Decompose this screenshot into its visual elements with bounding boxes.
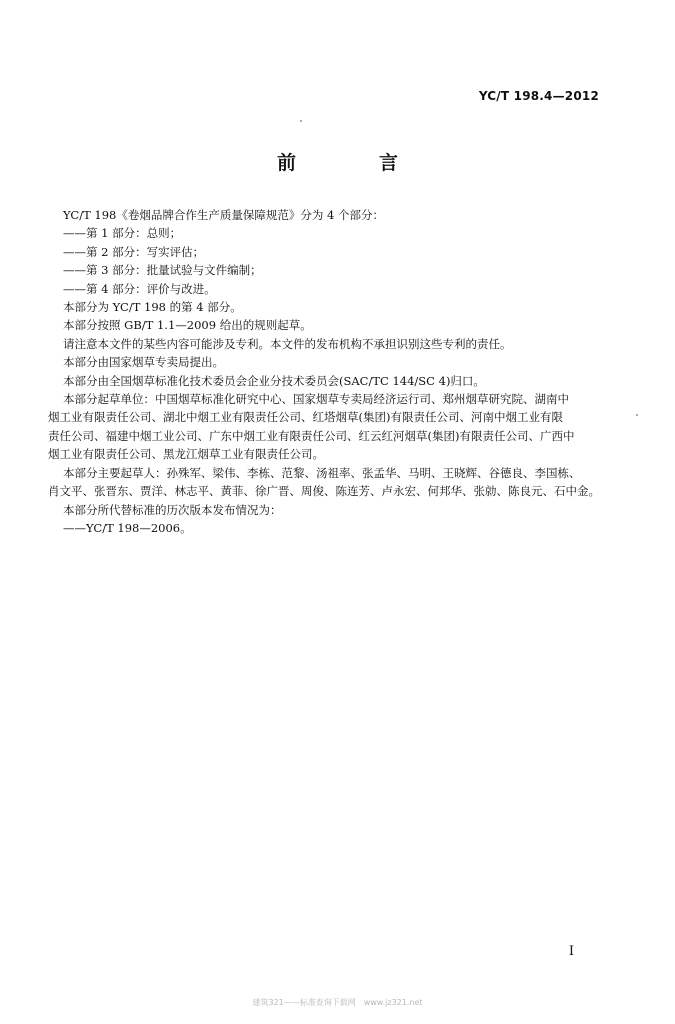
part-statement: 本部分为 YC/T 198 的第 4 部分。 bbox=[63, 300, 242, 315]
drafting-rule: 本部分按照 GB/T 1.1—2009 给出的规则起草。 bbox=[63, 318, 312, 333]
drafters-line-1: 本部分主要起草人：孙殊军、梁伟、李栋、范黎、汤祖率、张孟华、马明、王晓辉、谷德良、李国栋、 bbox=[63, 465, 581, 480]
history-item: ——YC/T 198—2006。 bbox=[63, 520, 192, 535]
body-text bbox=[48, 206, 612, 537]
drafters-line-2: 肖文平、张晋东、贾洋、林志平、黄菲、徐广晋、周俊、陈连芳、卢永宏、何邦华、张勍、陈良元、石中金。 bbox=[48, 484, 600, 499]
administered-by: 本部分由全国烟草标准化技术委员会企业分技术委员会(SAC/TC 144/SC 4)归口。 bbox=[63, 373, 485, 388]
intro-line: YC/T 198《卷烟品牌合作生产质量保障规范》分为 4 个部分： bbox=[63, 208, 384, 222]
part-item-2: ——第 2 部分：写实评估； bbox=[63, 244, 205, 259]
proposed-by: 本部分由国家烟草专卖局提出。 bbox=[63, 355, 224, 370]
patent-notice: 请注意本文件的某些内容可能涉及专利。本文件的发布机构不承担识别这些专利的责任。 bbox=[63, 336, 512, 351]
watermark: 建筑321——标准查询下载网 www.jz321.net bbox=[252, 998, 423, 1007]
scan-speck bbox=[300, 120, 302, 122]
drafting-units-line-2: 烟工业有限责任公司、湖北中烟工业有限责任公司、红塔烟草(集团)有限责任公司、河南中烟工业有限 bbox=[48, 410, 563, 425]
drafting-units-line-1: 本部分起草单位：中国烟草标准化研究中心、国家烟草专卖局经济运行司、郑州烟草研究院、湖南中 bbox=[63, 392, 569, 407]
page-number: I bbox=[568, 944, 574, 959]
drafting-units-line-3: 责任公司、福建中烟工业公司、广东中烟工业有限责任公司、红云红河烟草(集团)有限责任公司、广西中 bbox=[48, 428, 575, 443]
scan-speck bbox=[636, 414, 638, 416]
part-item-1: ——第 1 部分：总则； bbox=[63, 226, 182, 241]
page-title: 前 言 bbox=[276, 152, 430, 174]
part-item-3: ——第 3 部分：批量试验与文件编制； bbox=[63, 263, 262, 278]
standard-code: YC/T 198.4—2012 bbox=[478, 89, 599, 103]
part-item-4: ——第 4 部分：评价与改进。 bbox=[63, 281, 216, 296]
drafting-units-line-4: 烟工业有限责任公司、黑龙江烟草工业有限责任公司。 bbox=[48, 447, 324, 462]
history-intro: 本部分所代替标准的历次版本发布情况为： bbox=[63, 502, 282, 517]
